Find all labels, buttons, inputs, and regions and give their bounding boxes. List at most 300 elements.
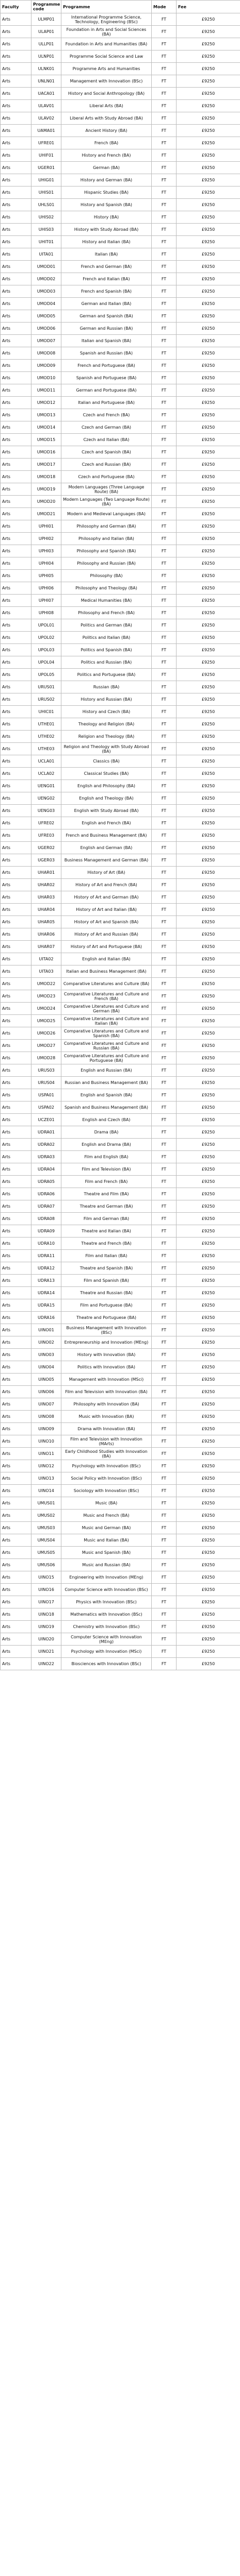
mode-cell: FT <box>152 965 177 978</box>
faculty-cell: Arts <box>1 792 31 805</box>
table-row <box>1 360 240 372</box>
fee-cell: £9250 <box>177 953 240 965</box>
programme-code-cell: UINO09 <box>31 1423 61 1435</box>
mode-cell: FT <box>152 990 177 1003</box>
programme-cell: Comparative Literatures and Culture and French (BA) <box>61 990 152 1003</box>
mode-cell: FT <box>152 978 177 990</box>
programme-code-cell: UINO19 <box>31 1621 61 1633</box>
faculty-cell: Arts <box>1 1275 31 1287</box>
programme-cell: Music and French (BA) <box>61 1510 152 1522</box>
mode-cell: FT <box>152 508 177 520</box>
mode-cell: FT <box>152 421 177 434</box>
faculty-cell: Arts <box>1 829 31 842</box>
faculty-cell: Arts <box>1 347 31 360</box>
programme-cell: Drama with Innovation (BA) <box>61 1423 152 1435</box>
mode-cell: FT <box>152 1584 177 1596</box>
mode-cell: FT <box>152 13 177 26</box>
mode-cell: FT <box>152 595 177 607</box>
programme-cell: Theatre and French (BA) <box>61 1238 152 1250</box>
mode-cell: FT <box>152 780 177 792</box>
programme-code-cell: URUS01 <box>31 681 61 693</box>
header-mode: Mode <box>152 1 177 13</box>
mode-cell: FT <box>152 1435 177 1448</box>
programme-code-cell: UMOD27 <box>31 1040 61 1052</box>
programme-cell: History and German (BA) <box>61 174 152 187</box>
table-row <box>1 1027 240 1040</box>
mode-cell: FT <box>152 805 177 817</box>
programme-cell: Russian and Business Management (BA) <box>61 1077 152 1089</box>
fee-cell: £9250 <box>177 941 240 953</box>
programme-cell: Philosophy and Italian (BA) <box>61 533 152 545</box>
fee-cell: £9250 <box>177 13 240 26</box>
mode-cell: FT <box>152 731 177 743</box>
fee-cell: £9250 <box>177 607 240 619</box>
faculty-cell: Arts <box>1 1658 31 1670</box>
programme-cell: Comparative Literatures and Culture and Portuguese (BA) <box>61 1052 152 1064</box>
mode-cell: FT <box>152 1089 177 1101</box>
fee-cell: £9250 <box>177 619 240 632</box>
mode-cell: FT <box>152 1052 177 1064</box>
programme-cell: Theatre and German (BA) <box>61 1200 152 1213</box>
faculty-cell: Arts <box>1 1336 31 1349</box>
programme-cell: French and Spanish (BA) <box>61 285 152 298</box>
mode-cell: FT <box>152 570 177 582</box>
mode-cell: FT <box>152 1596 177 1608</box>
programme-cell: Czech and Portuguese (BA) <box>61 471 152 483</box>
mode-cell: FT <box>152 298 177 310</box>
faculty-cell: Arts <box>1 681 31 693</box>
mode-cell: FT <box>152 928 177 941</box>
programme-code-cell: UMUS03 <box>31 1522 61 1534</box>
fee-cell: £9250 <box>177 187 240 199</box>
fee-cell: £9250 <box>177 805 240 817</box>
table-row <box>1 372 240 384</box>
mode-cell: FT <box>152 1126 177 1139</box>
programme-cell: German and Italian (BA) <box>61 298 152 310</box>
programme-cell: Film and German (BA) <box>61 1213 152 1225</box>
mode-cell: FT <box>152 557 177 570</box>
mode-cell: FT <box>152 706 177 718</box>
faculty-cell: Arts <box>1 743 31 755</box>
programme-code-cell: UINO03 <box>31 1349 61 1361</box>
programme-code-cell: UINO11 <box>31 1448 61 1460</box>
fee-cell: £9250 <box>177 1411 240 1423</box>
mode-cell: FT <box>152 248 177 261</box>
programme-cell: History with Innovation (BA) <box>61 1349 152 1361</box>
mode-cell: FT <box>152 137 177 149</box>
table-row <box>1 1374 240 1386</box>
programme-code-cell: UHIT01 <box>31 236 61 248</box>
fee-cell: £9250 <box>177 162 240 174</box>
mode-cell: FT <box>152 285 177 298</box>
fee-cell: £9250 <box>177 520 240 533</box>
mode-cell: FT <box>152 854 177 867</box>
programme-cell: Psychology with Innovation (BSc) <box>61 1460 152 1472</box>
programme-cell: Drama (BA) <box>61 1126 152 1139</box>
table-row <box>1 1534 240 1547</box>
faculty-cell: Arts <box>1 1386 31 1398</box>
programme-code-cell: UMOD20 <box>31 496 61 508</box>
programme-code-cell: UPHI04 <box>31 557 61 570</box>
mode-cell: FT <box>152 953 177 965</box>
programme-code-cell: UMOD11 <box>31 384 61 397</box>
mode-cell: FT <box>152 125 177 137</box>
fee-cell: £9250 <box>177 1608 240 1621</box>
mode-cell: FT <box>152 236 177 248</box>
table-row <box>1 1052 240 1064</box>
faculty-cell: Arts <box>1 1077 31 1089</box>
fee-cell: £9250 <box>177 582 240 595</box>
programme-code-cell: UDRA04 <box>31 1163 61 1176</box>
faculty-cell: Arts <box>1 669 31 681</box>
fee-cell: £9250 <box>177 149 240 162</box>
programme-code-cell: URUS03 <box>31 1064 61 1077</box>
faculty-cell: Arts <box>1 1559 31 1571</box>
fee-cell: £9250 <box>177 780 240 792</box>
programme-code-cell: ULLP01 <box>31 38 61 50</box>
faculty-cell: Arts <box>1 1299 31 1312</box>
faculty-cell: Arts <box>1 13 31 26</box>
programme-cell: Computer Science with Innovation (MEng) <box>61 1633 152 1646</box>
fee-cell: £9250 <box>177 347 240 360</box>
fee-cell: £9250 <box>177 298 240 310</box>
fee-cell: £9250 <box>177 1077 240 1089</box>
fee-cell: £9250 <box>177 1163 240 1176</box>
faculty-cell: Arts <box>1 1374 31 1386</box>
header-programme: Programme <box>61 1 152 13</box>
mode-cell: FT <box>152 434 177 446</box>
faculty-cell: Arts <box>1 137 31 149</box>
mode-cell: FT <box>152 483 177 496</box>
faculty-cell: Arts <box>1 941 31 953</box>
table-row <box>1 891 240 904</box>
table-row <box>1 829 240 842</box>
mode-cell: FT <box>152 1608 177 1621</box>
programme-cell: Computer Science with Innovation (BSc) <box>61 1584 152 1596</box>
programme-code-cell: UMOD02 <box>31 273 61 285</box>
fee-cell: £9250 <box>177 669 240 681</box>
mode-cell: FT <box>152 112 177 125</box>
faculty-cell: Arts <box>1 1262 31 1275</box>
faculty-cell: Arts <box>1 471 31 483</box>
faculty-cell: Arts <box>1 285 31 298</box>
fee-cell: £9250 <box>177 397 240 409</box>
table-row <box>1 236 240 248</box>
faculty-cell: Arts <box>1 63 31 75</box>
programme-code-cell: ULNP01 <box>31 50 61 63</box>
table-row <box>1 211 240 224</box>
programme-cell: Comparative Literatures and Culture and Spanish (BA) <box>61 1027 152 1040</box>
mode-cell: FT <box>152 459 177 471</box>
faculty-cell: Arts <box>1 570 31 582</box>
table-row <box>1 632 240 644</box>
mode-cell: FT <box>152 619 177 632</box>
faculty-cell: Arts <box>1 1250 31 1262</box>
programme-cell: Early Childhood Studies with Innovation (BA) <box>61 1448 152 1460</box>
fee-cell: £9250 <box>177 459 240 471</box>
mode-cell: FT <box>152 1571 177 1584</box>
programme-cell: Czech and Russian (BA) <box>61 459 152 471</box>
faculty-cell: Arts <box>1 1200 31 1213</box>
programme-cell: Classics (BA) <box>61 755 152 768</box>
faculty-cell: Arts <box>1 545 31 557</box>
programme-cell: History of Art (BA) <box>61 867 152 879</box>
mode-cell: FT <box>152 1423 177 1435</box>
table-row <box>1 1238 240 1250</box>
faculty-cell: Arts <box>1 1398 31 1411</box>
mode-cell: FT <box>152 1658 177 1670</box>
programme-cell: History and Spanish (BA) <box>61 199 152 211</box>
mode-cell: FT <box>152 1064 177 1077</box>
faculty-cell: Arts <box>1 1151 31 1163</box>
programme-code-cell: UDRA13 <box>31 1275 61 1287</box>
mode-cell: FT <box>152 1460 177 1472</box>
faculty-cell: Arts <box>1 1510 31 1522</box>
mode-cell: FT <box>152 1349 177 1361</box>
fee-cell: £9250 <box>177 446 240 459</box>
fee-cell: £9250 <box>177 1658 240 1670</box>
programme-cell: French and Portuguese (BA) <box>61 360 152 372</box>
programme-code-cell: UDRA08 <box>31 1213 61 1225</box>
mode-cell: FT <box>152 656 177 669</box>
programme-cell: Czech and German (BA) <box>61 421 152 434</box>
faculty-cell: Arts <box>1 1052 31 1064</box>
faculty-cell: Arts <box>1 1571 31 1584</box>
faculty-cell: Arts <box>1 1188 31 1200</box>
table-row <box>1 1163 240 1176</box>
table-row <box>1 421 240 434</box>
programme-code-cell: UINO07 <box>31 1398 61 1411</box>
faculty-cell: Arts <box>1 533 31 545</box>
fee-cell: £9250 <box>177 335 240 347</box>
mode-cell: FT <box>152 1633 177 1646</box>
mode-cell: FT <box>152 1040 177 1052</box>
programme-code-cell: UINO05 <box>31 1374 61 1386</box>
fee-cell: £9250 <box>177 755 240 768</box>
table-row <box>1 1386 240 1398</box>
faculty-cell: Arts <box>1 1448 31 1460</box>
programme-cell: Programme Social Science and Law <box>61 50 152 63</box>
fee-cell: £9250 <box>177 965 240 978</box>
table-row <box>1 928 240 941</box>
mode-cell: FT <box>152 1275 177 1287</box>
table-row <box>1 409 240 421</box>
programme-cell: German and Spanish (BA) <box>61 310 152 323</box>
mode-cell: FT <box>152 1411 177 1423</box>
table-row <box>1 1435 240 1448</box>
fee-cell: £9250 <box>177 1559 240 1571</box>
faculty-cell: Arts <box>1 780 31 792</box>
programme-code-cell: UITA01 <box>31 248 61 261</box>
fee-cell: £9250 <box>177 1534 240 1547</box>
programme-code-cell: UINO04 <box>31 1361 61 1374</box>
programme-cell: Foundation in Arts and Humanities (BA) <box>61 38 152 50</box>
table-row <box>1 1089 240 1101</box>
table-row <box>1 706 240 718</box>
programme-cell: Czech and Spanish (BA) <box>61 446 152 459</box>
fee-cell: £9250 <box>177 125 240 137</box>
faculty-cell: Arts <box>1 174 31 187</box>
programme-cell: French (BA) <box>61 137 152 149</box>
mode-cell: FT <box>152 273 177 285</box>
table-row <box>1 347 240 360</box>
fee-cell: £9250 <box>177 1027 240 1040</box>
programme-cell: Mathematics with Innovation (BSc) <box>61 1608 152 1621</box>
fee-cell: £9250 <box>177 1646 240 1658</box>
table-row <box>1 137 240 149</box>
table-row <box>1 619 240 632</box>
faculty-cell: Arts <box>1 434 31 446</box>
programme-cell: Business Management with Innovation (BSc) <box>61 1324 152 1336</box>
fee-cell: £9250 <box>177 1510 240 1522</box>
programme-cell: Film and Television with Innovation (MArts) <box>61 1435 152 1448</box>
table-row <box>1 582 240 595</box>
fee-cell: £9250 <box>177 1596 240 1608</box>
table-row <box>1 1077 240 1089</box>
fee-cell: £9250 <box>177 706 240 718</box>
fee-cell: £9250 <box>177 1374 240 1386</box>
mode-cell: FT <box>152 607 177 619</box>
fee-cell: £9250 <box>177 1287 240 1299</box>
programme-cell: English and Theology (BA) <box>61 792 152 805</box>
fee-cell: £9250 <box>177 817 240 829</box>
programme-cell: Film and Spanish (BA) <box>61 1275 152 1287</box>
programme-code-cell: UMOD09 <box>31 360 61 372</box>
programme-cell: Modern Languages (Three Language Route) (BA) <box>61 483 152 496</box>
fee-cell: £9250 <box>177 1633 240 1646</box>
mode-cell: FT <box>152 1225 177 1238</box>
programme-cell: Italian and Portuguese (BA) <box>61 397 152 409</box>
programme-code-cell: UAMA01 <box>31 125 61 137</box>
programme-code-cell: UINO12 <box>31 1460 61 1472</box>
faculty-cell: Arts <box>1 904 31 916</box>
table-row <box>1 187 240 199</box>
faculty-cell: Arts <box>1 842 31 854</box>
table-row <box>1 693 240 706</box>
programme-code-cell: UMUS02 <box>31 1510 61 1522</box>
header-programme-code: Programme code <box>31 1 61 13</box>
fee-cell: £9250 <box>177 792 240 805</box>
programme-code-cell: UTHE03 <box>31 743 61 755</box>
mode-cell: FT <box>152 904 177 916</box>
mode-cell: FT <box>152 1374 177 1386</box>
faculty-cell: Arts <box>1 965 31 978</box>
fee-cell: £9250 <box>177 1188 240 1200</box>
table-row <box>1 1633 240 1646</box>
mode-cell: FT <box>152 1361 177 1374</box>
programme-cell: Music and German (BA) <box>61 1522 152 1534</box>
programme-code-cell: UINO17 <box>31 1596 61 1608</box>
programme-code-cell: UPHI03 <box>31 545 61 557</box>
mode-cell: FT <box>152 174 177 187</box>
fee-cell: £9250 <box>177 891 240 904</box>
programme-cell: International Programme Science, Technology, Engineering (BSc) <box>61 13 152 26</box>
mode-cell: FT <box>152 1534 177 1547</box>
faculty-cell: Arts <box>1 1460 31 1472</box>
programme-code-cell: UMOD03 <box>31 285 61 298</box>
programme-code-cell: UPHI05 <box>31 570 61 582</box>
mode-cell: FT <box>152 1188 177 1200</box>
programme-cell: Italian (BA) <box>61 248 152 261</box>
programme-cell: History and Italian (BA) <box>61 236 152 248</box>
faculty-cell: Arts <box>1 323 31 335</box>
faculty-cell: Arts <box>1 211 31 224</box>
mode-cell: FT <box>152 372 177 384</box>
mode-cell: FT <box>152 681 177 693</box>
faculty-cell: Arts <box>1 656 31 669</box>
programme-code-cell: UMOD12 <box>31 397 61 409</box>
fee-cell: £9250 <box>177 533 240 545</box>
programme-code-cell: UMOD22 <box>31 978 61 990</box>
faculty-cell: Arts <box>1 557 31 570</box>
mode-cell: FT <box>152 1139 177 1151</box>
fee-cell: £9250 <box>177 1336 240 1349</box>
mode-cell: FT <box>152 768 177 780</box>
table-row <box>1 854 240 867</box>
programme-cell: Theatre and Film (BA) <box>61 1188 152 1200</box>
fee-cell: £9250 <box>177 248 240 261</box>
table-row <box>1 743 240 755</box>
fee-cell: £9250 <box>177 1497 240 1510</box>
faculty-cell: Arts <box>1 199 31 211</box>
faculty-cell: Arts <box>1 1312 31 1324</box>
programme-code-cell: UINO15 <box>31 1571 61 1584</box>
table-row <box>1 1139 240 1151</box>
programme-code-cell: UHAR05 <box>31 916 61 928</box>
fee-cell: £9250 <box>177 174 240 187</box>
mode-cell: FT <box>152 1448 177 1460</box>
fee-cell: £9250 <box>177 557 240 570</box>
faculty-cell: Arts <box>1 731 31 743</box>
programme-code-cell: UDRA11 <box>31 1250 61 1262</box>
faculty-cell: Arts <box>1 854 31 867</box>
fee-cell: £9250 <box>177 224 240 236</box>
fee-cell: £9250 <box>177 768 240 780</box>
programme-code-cell: ULAV01 <box>31 100 61 112</box>
faculty-cell: Arts <box>1 483 31 496</box>
fee-cell: £9250 <box>177 273 240 285</box>
fee-cell: £9250 <box>177 1101 240 1114</box>
header-faculty: Faculty <box>1 1 31 13</box>
table-row <box>1 1398 240 1411</box>
fee-cell: £9250 <box>177 236 240 248</box>
programme-cell: Music and Spanish (BA) <box>61 1547 152 1559</box>
programme-code-cell: UMOD01 <box>31 261 61 273</box>
mode-cell: FT <box>152 1324 177 1336</box>
programme-cell: History and Social Anthropology (BA) <box>61 88 152 100</box>
table-row <box>1 335 240 347</box>
faculty-cell: Arts <box>1 446 31 459</box>
mode-cell: FT <box>152 941 177 953</box>
programme-code-cell: URUS02 <box>31 693 61 706</box>
faculty-cell: Arts <box>1 1646 31 1658</box>
programme-cell: Classical Studies (BA) <box>61 768 152 780</box>
table-row <box>1 792 240 805</box>
faculty-cell: Arts <box>1 693 31 706</box>
table-row <box>1 125 240 137</box>
faculty-cell: Arts <box>1 100 31 112</box>
programme-cell: History of Art and Russian (BA) <box>61 928 152 941</box>
fee-cell: £9250 <box>177 310 240 323</box>
fee-cell: £9250 <box>177 211 240 224</box>
programme-code-cell: UMUS01 <box>31 1497 61 1510</box>
fee-cell: £9250 <box>177 718 240 731</box>
programme-cell: Religion and Theology with Study Abroad (BA) <box>61 743 152 755</box>
programme-cell: Management with Innovation (BSc) <box>61 75 152 88</box>
faculty-cell: Arts <box>1 755 31 768</box>
fee-cell: £9250 <box>177 88 240 100</box>
mode-cell: FT <box>152 335 177 347</box>
